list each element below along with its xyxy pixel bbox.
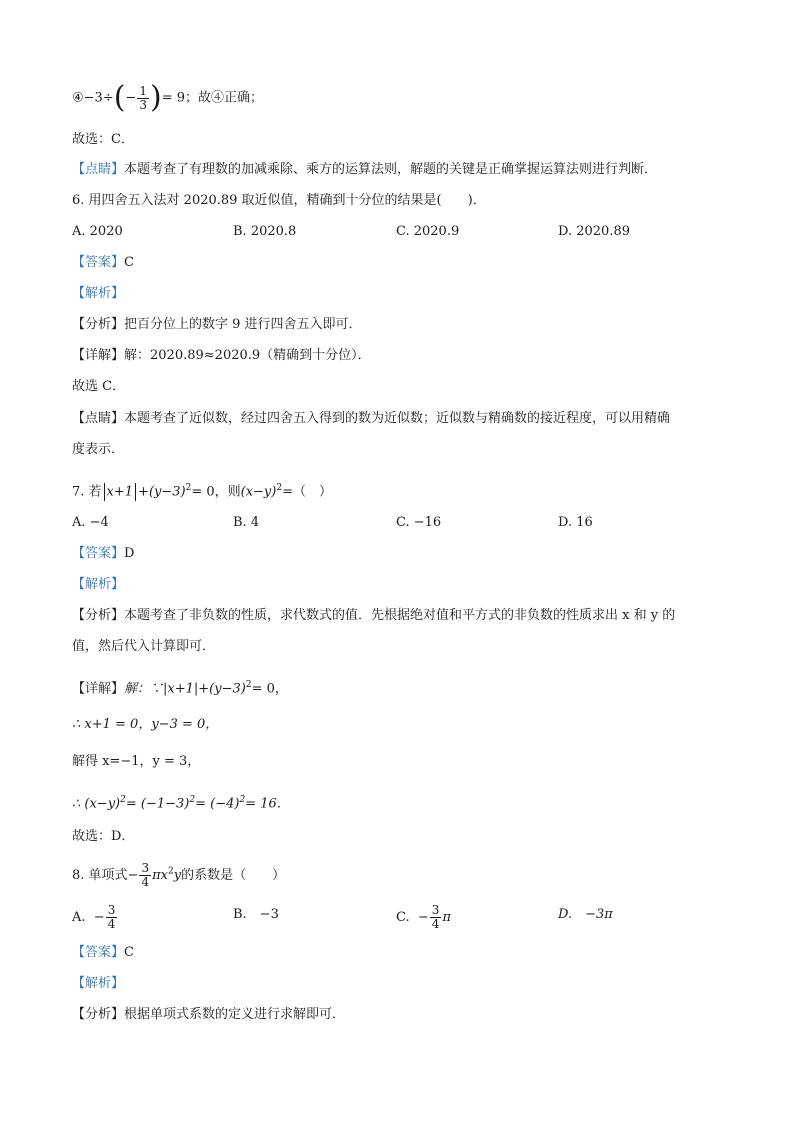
- q8-fenxi: [72, 1006, 345, 1024]
- q7-fenxi-1: [72, 607, 675, 625]
- right-paren: ): [149, 80, 162, 115]
- frac-num: 1: [139, 83, 147, 98]
- answer-label: 【答案】: [72, 255, 125, 270]
- abs-bar-left: [104, 483, 105, 501]
- opt-sign: −: [417, 910, 429, 925]
- step3-d: = 16．: [245, 796, 290, 812]
- q6-dianjing-1: [72, 410, 670, 428]
- opt-fraction: [106, 904, 118, 931]
- fenxi-text: 本题考查了非负数的性质，求代数式的值．先根据绝对值和平方式的非负数的性质求出 x 和 y 的: [124, 608, 676, 623]
- sq-2: 2: [276, 483, 283, 493]
- q8-tail: 的系数是（ ）: [181, 868, 286, 883]
- circle4: ④: [72, 90, 84, 106]
- select-c-1: 故选：C．: [72, 132, 134, 147]
- q6-fenxi: [72, 316, 362, 334]
- frac-num: 3: [431, 903, 440, 917]
- lhs: (x−y): [240, 484, 277, 500]
- item4-line: [72, 80, 264, 115]
- q8-term: πx: [152, 868, 168, 883]
- left-paren: (: [113, 80, 126, 115]
- q7-option-d: D. 16: [558, 515, 593, 530]
- xiangjie-text: 解：2020.89≈2020.9（精确到十分位）．: [124, 348, 371, 363]
- q7-select: 故选：D．: [72, 829, 135, 844]
- q8-option-d: D. −3π: [558, 907, 613, 922]
- frac-den: 4: [141, 875, 150, 889]
- xiangjie-expr: 解：∵|x+1|+(y−3): [124, 681, 246, 697]
- answer-value: C: [124, 255, 134, 270]
- eq-9: = 9: [161, 90, 185, 106]
- dianjing-1: [72, 161, 657, 179]
- q6-option-c: C. 2020.9: [396, 224, 460, 239]
- opt-fraction: [430, 904, 442, 931]
- eq0: = 0，则: [191, 484, 241, 500]
- answer-value: D: [124, 546, 135, 561]
- step3-sq-a: 2: [120, 795, 126, 805]
- opt-label: C.: [396, 910, 410, 925]
- opt-sign: −: [93, 910, 105, 925]
- q7-option-c: C. −16: [396, 515, 442, 530]
- q8-jiexi: 【解析】: [72, 976, 125, 991]
- frac-den: 4: [431, 917, 440, 931]
- fenxi-label: 【分析】: [72, 608, 125, 623]
- q6-answer: [72, 254, 134, 272]
- item4-tail: ；故④正确；: [185, 90, 264, 106]
- q8-option-c: [396, 904, 451, 931]
- q8-option-b: B. −3: [233, 907, 279, 922]
- q7-step2: 解得 x=−1，y = 3，: [72, 754, 201, 769]
- q8-y: y: [173, 868, 182, 883]
- q8-fraction: [139, 862, 151, 889]
- frac-den: 3: [139, 97, 147, 112]
- q7-step1: ∴ x+1 = 0，y−3 = 0，: [72, 717, 219, 732]
- dianjing-label: 【点睛】: [72, 411, 125, 426]
- q7-step3: [72, 791, 290, 813]
- q8-sq: 2: [167, 866, 174, 877]
- xiangjie-sq: 2: [245, 680, 252, 690]
- q8-answer: [72, 944, 134, 962]
- q7-tail: =（ ）: [282, 484, 332, 500]
- abs-bar-right: [135, 483, 136, 501]
- step3-sq-c: 2: [239, 795, 246, 805]
- q6-dianjing-2: 度表示．: [72, 442, 125, 457]
- xiangjie-label: 【详解】: [72, 348, 125, 363]
- fenxi-label: 【分析】: [72, 317, 125, 332]
- abs-inner: x+1: [106, 484, 134, 500]
- q7-prefix: 7. 若: [72, 484, 102, 500]
- frac-den: 4: [107, 917, 116, 931]
- frac-num: 3: [107, 903, 116, 917]
- q6-xiangjie: [72, 347, 371, 365]
- q7-answer: [72, 545, 134, 563]
- dianjing-text: 本题考查了有理数的加减乘除、乘方的运算法则，解题的关键是正确掌握运算法则进行判断．: [124, 162, 658, 177]
- q8-stem: [72, 862, 285, 889]
- frac-sign: −: [125, 90, 137, 106]
- q6-select: 故选 C．: [72, 379, 126, 394]
- xiangjie-tail: = 0，: [251, 681, 288, 697]
- sq-1: 2: [185, 483, 192, 493]
- fenxi-text: 根据单项式系数的定义进行求解即可．: [124, 1007, 346, 1022]
- q7-fenxi-2: 值，然后代入计算即可．: [72, 639, 216, 654]
- frac-num: 3: [141, 861, 150, 875]
- step3-b: = (−1−3): [125, 796, 190, 812]
- dianjing-label: 【点睛】: [72, 162, 125, 177]
- step3-c: = (−4): [195, 796, 240, 812]
- q7-option-a: A. −4: [72, 515, 109, 530]
- q7-option-b: B. 4: [233, 515, 260, 530]
- q6-option-b: B. 2020.8: [233, 224, 297, 239]
- answer-value: C: [124, 945, 134, 960]
- q7-stem: [72, 479, 332, 501]
- fraction-1-3: [137, 85, 149, 112]
- q7-jiexi: 【解析】: [72, 577, 125, 592]
- xiangjie-label: 【详解】: [72, 681, 125, 697]
- fenxi-text: 把百分位上的数字 9 进行四舍五入即可．: [124, 317, 362, 332]
- q8-option-a: [72, 904, 118, 931]
- plus-part: +(y−3): [138, 484, 186, 500]
- answer-label: 【答案】: [72, 945, 125, 960]
- q8-prefix: 8. 单项式: [72, 868, 128, 883]
- opt-label: A.: [72, 910, 86, 925]
- expr-minus3: −3÷: [83, 90, 114, 106]
- q6-jiexi: 【解析】: [72, 286, 125, 301]
- q6-stem: 6. 用四舍五入法对 2020.89 取近似值，精确到十分位的结果是( )．: [72, 193, 486, 208]
- step3-a: ∴ (x−y): [72, 796, 121, 812]
- answer-label: 【答案】: [72, 546, 125, 561]
- opt-pi: π: [442, 910, 451, 925]
- q7-xiangjie: [72, 676, 288, 698]
- q6-option-d: D. 2020.89: [558, 224, 630, 239]
- q8-sign: −: [127, 868, 139, 883]
- fenxi-label: 【分析】: [72, 1007, 125, 1022]
- dianjing-text: 本题考查了近似数，经过四舍五入得到的数为近似数；近似数与精确数的接近程度，可以用精确: [124, 411, 671, 426]
- q6-option-a: A. 2020: [72, 224, 123, 239]
- step3-sq-b: 2: [189, 795, 196, 805]
